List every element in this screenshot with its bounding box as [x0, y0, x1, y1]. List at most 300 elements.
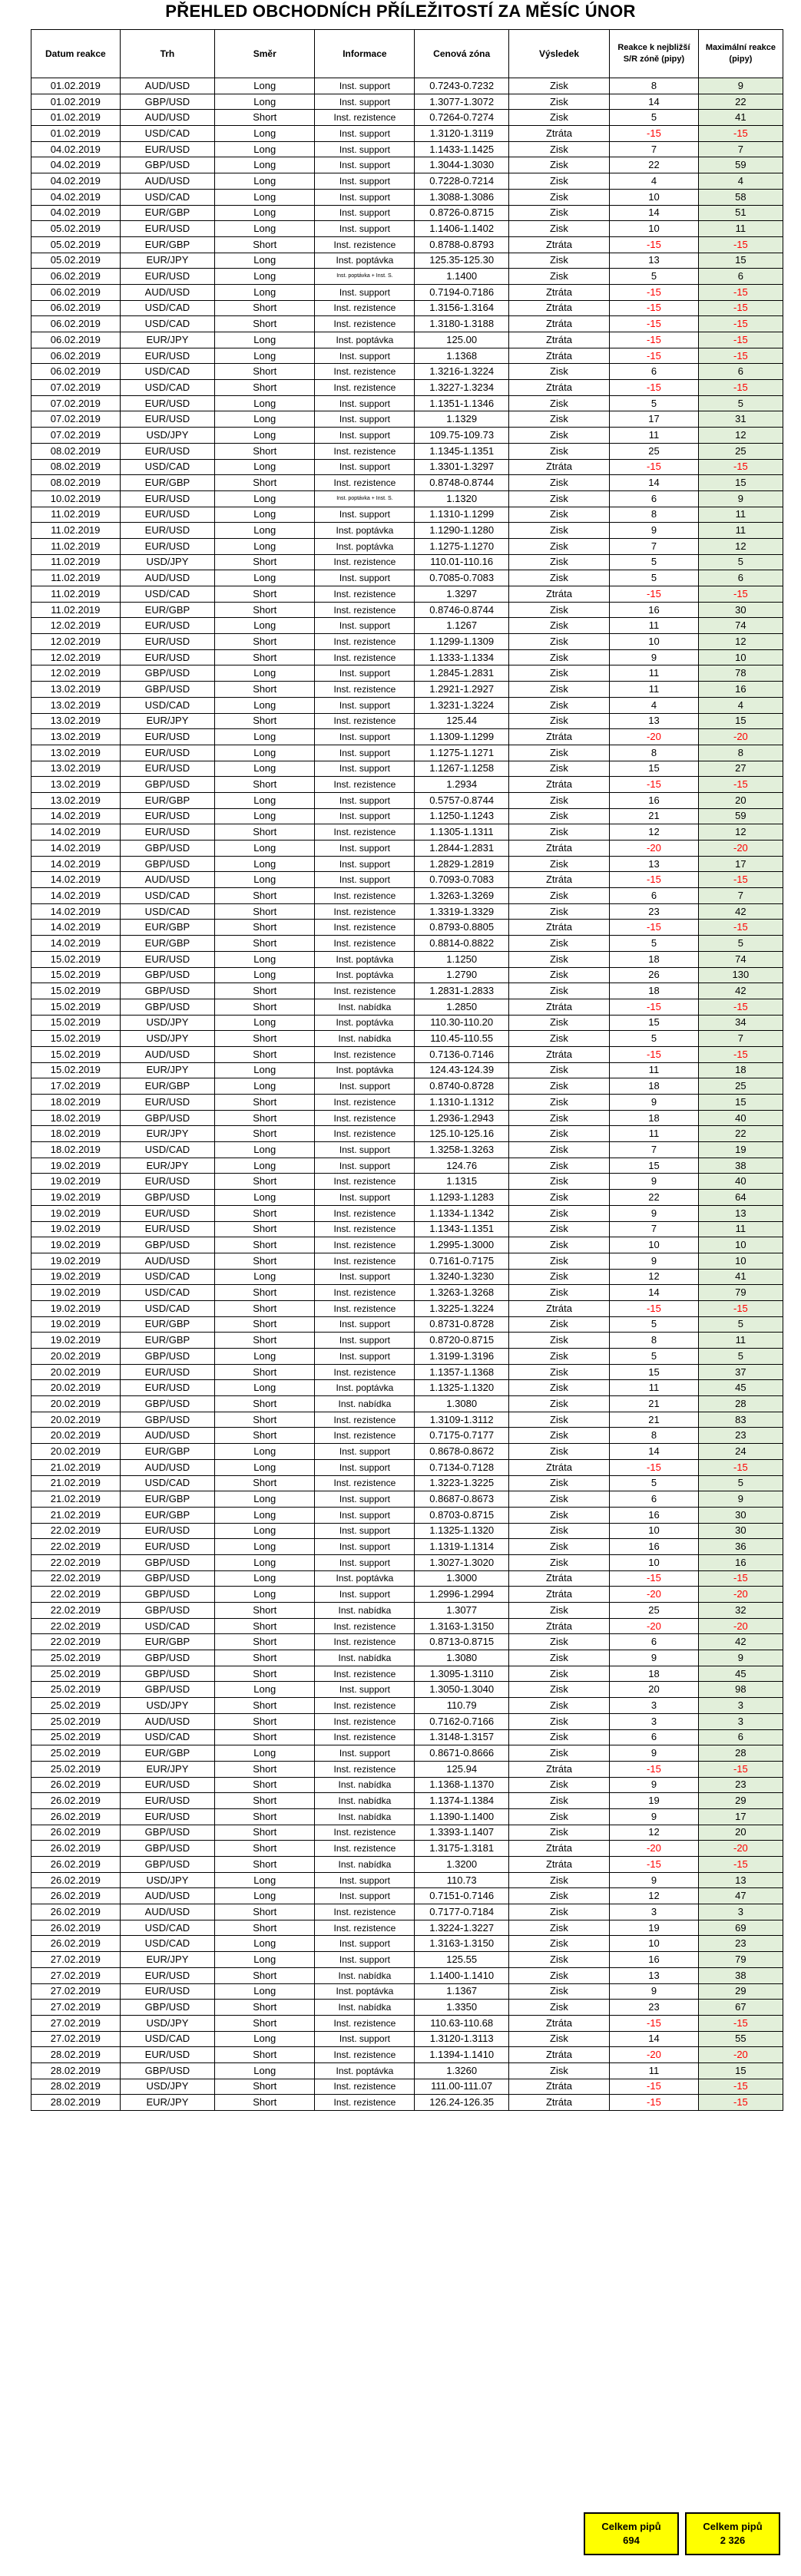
table-row	[31, 284, 783, 300]
cell-date: 13.02.2019	[31, 792, 121, 808]
cell-information: Inst. poptávka	[315, 1570, 415, 1587]
cell-max-reaction: 17	[698, 856, 783, 872]
cell-information: Inst. rezistence	[315, 380, 415, 396]
table-row	[31, 1300, 783, 1316]
cell-result: Ztráta	[508, 2079, 609, 2095]
cell-max-reaction: 34	[698, 1015, 783, 1031]
cell-max-reaction: -15	[698, 1046, 783, 1062]
cell-max-reaction: 38	[698, 1967, 783, 1983]
cell-result: Zisk	[508, 1428, 609, 1444]
cell-price-zone: 1.3156-1.3164	[415, 300, 508, 316]
cell-information: Inst. poptávka	[315, 951, 415, 967]
cell-result: Zisk	[508, 1872, 609, 1888]
cell-direction: Long	[215, 2031, 315, 2047]
cell-date: 06.02.2019	[31, 269, 121, 285]
cell-max-reaction: 3	[698, 1904, 783, 1920]
cell-reaction-nearest: 26	[610, 967, 699, 983]
cell-reaction-nearest: 13	[610, 1967, 699, 1983]
cell-market: EUR/JPY	[120, 332, 214, 348]
cell-reaction-nearest: 3	[610, 1904, 699, 1920]
cell-reaction-nearest: 9	[610, 1205, 699, 1221]
cell-price-zone: 0.8687-0.8673	[415, 1491, 508, 1508]
cell-information: Inst. support	[315, 1158, 415, 1174]
cell-direction: Long	[215, 1078, 315, 1095]
cell-information: Inst. rezistence	[315, 903, 415, 920]
cell-reaction-nearest: -15	[610, 777, 699, 793]
cell-result: Zisk	[508, 1078, 609, 1095]
cell-max-reaction: -15	[698, 348, 783, 364]
cell-result: Zisk	[508, 1396, 609, 1412]
cell-direction: Long	[215, 348, 315, 364]
cell-reaction-nearest: 22	[610, 1190, 699, 1206]
cell-market: AUD/USD	[120, 872, 214, 888]
cell-price-zone: 1.2996-1.2994	[415, 1587, 508, 1603]
cell-date: 27.02.2019	[31, 2031, 121, 2047]
cell-information: Inst. support	[315, 697, 415, 713]
table-row	[31, 1682, 783, 1698]
cell-market: USD/CAD	[120, 380, 214, 396]
cell-date: 14.02.2019	[31, 920, 121, 936]
table-row	[31, 269, 783, 285]
table-row	[31, 1015, 783, 1031]
cell-reaction-nearest: 6	[610, 1634, 699, 1650]
cell-market: EUR/USD	[120, 761, 214, 777]
cell-date: 22.02.2019	[31, 1554, 121, 1570]
cell-direction: Short	[215, 2095, 315, 2111]
cell-max-reaction: 79	[698, 1285, 783, 1301]
cell-date: 14.02.2019	[31, 936, 121, 952]
cell-result: Zisk	[508, 1126, 609, 1142]
cell-price-zone: 0.7264-0.7274	[415, 110, 508, 126]
table-row	[31, 618, 783, 634]
cell-reaction-nearest: 20	[610, 1682, 699, 1698]
cell-max-reaction: 58	[698, 189, 783, 205]
cell-market: EUR/USD	[120, 1380, 214, 1396]
cell-direction: Short	[215, 1095, 315, 1111]
cell-information: Inst. poptávka	[315, 967, 415, 983]
cell-price-zone: 1.1351-1.1346	[415, 395, 508, 411]
cell-market: GBP/USD	[120, 841, 214, 857]
cell-market: EUR/GBP	[120, 1745, 214, 1762]
cell-information: Inst. rezistence	[315, 983, 415, 999]
table-row	[31, 1507, 783, 1523]
cell-price-zone: 1.3175-1.3181	[415, 1841, 508, 1857]
cell-date: 19.02.2019	[31, 1285, 121, 1301]
cell-result: Zisk	[508, 1412, 609, 1428]
cell-market: GBP/USD	[120, 1857, 214, 1873]
cell-date: 25.02.2019	[31, 1729, 121, 1745]
cell-price-zone: 1.1319-1.1314	[415, 1539, 508, 1555]
cell-information: Inst. support	[315, 856, 415, 872]
cell-price-zone: 0.8726-0.8715	[415, 205, 508, 221]
cell-direction: Short	[215, 999, 315, 1015]
cell-price-zone: 1.3199-1.3196	[415, 1349, 508, 1365]
cell-max-reaction: 79	[698, 1952, 783, 1968]
table-row	[31, 682, 783, 698]
cell-direction: Long	[215, 284, 315, 300]
cell-market: USD/JPY	[120, 1698, 214, 1714]
cell-market: EUR/GBP	[120, 1333, 214, 1349]
cell-market: AUD/USD	[120, 1888, 214, 1904]
cell-price-zone: 1.1250	[415, 951, 508, 967]
cell-price-zone: 1.3216-1.3224	[415, 364, 508, 380]
cell-price-zone: 1.3080	[415, 1396, 508, 1412]
cell-date: 08.02.2019	[31, 475, 121, 491]
table-row	[31, 411, 783, 428]
cell-market: EUR/USD	[120, 1221, 214, 1237]
cell-market: EUR/GBP	[120, 920, 214, 936]
cell-information: Inst. rezistence	[315, 554, 415, 570]
cell-max-reaction: 10	[698, 1237, 783, 1253]
cell-result: Zisk	[508, 428, 609, 444]
cell-information: Inst. rezistence	[315, 586, 415, 603]
cell-result: Zisk	[508, 110, 609, 126]
cell-market: EUR/USD	[120, 808, 214, 824]
cell-result: Zisk	[508, 1142, 609, 1158]
cell-information: Inst. poptávka	[315, 332, 415, 348]
cell-market: AUD/USD	[120, 1046, 214, 1062]
cell-result: Ztráta	[508, 1300, 609, 1316]
cell-date: 01.02.2019	[31, 94, 121, 110]
cell-information: Inst. support	[315, 1523, 415, 1539]
table-row	[31, 475, 783, 491]
cell-reaction-nearest: -15	[610, 1761, 699, 1777]
cell-price-zone: 1.1374-1.1384	[415, 1793, 508, 1809]
cell-reaction-nearest: 7	[610, 1142, 699, 1158]
cell-max-reaction: 19	[698, 1142, 783, 1158]
cell-result: Zisk	[508, 903, 609, 920]
cell-market: GBP/USD	[120, 157, 214, 173]
cell-date: 15.02.2019	[31, 951, 121, 967]
cell-date: 11.02.2019	[31, 586, 121, 603]
table-row	[31, 189, 783, 205]
cell-date: 13.02.2019	[31, 713, 121, 729]
cell-max-reaction: 7	[698, 1031, 783, 1047]
cell-reaction-nearest: -15	[610, 586, 699, 603]
cell-result: Zisk	[508, 824, 609, 841]
cell-reaction-nearest: -20	[610, 729, 699, 745]
table-row	[31, 1428, 783, 1444]
cell-market: USD/CAD	[120, 316, 214, 332]
cell-reaction-nearest: -15	[610, 2079, 699, 2095]
cell-max-reaction: 23	[698, 1428, 783, 1444]
cell-market: USD/CAD	[120, 1300, 214, 1316]
table-row	[31, 316, 783, 332]
cell-result: Zisk	[508, 1666, 609, 1682]
cell-information: Inst. poptávka	[315, 2062, 415, 2079]
cell-date: 15.02.2019	[31, 1031, 121, 1047]
cell-date: 18.02.2019	[31, 1126, 121, 1142]
cell-max-reaction: 8	[698, 745, 783, 761]
table-row	[31, 2079, 783, 2095]
cell-direction: Short	[215, 1808, 315, 1825]
cell-direction: Long	[215, 1952, 315, 1968]
cell-date: 14.02.2019	[31, 872, 121, 888]
cell-date: 20.02.2019	[31, 1396, 121, 1412]
cell-information: Inst. support	[315, 570, 415, 586]
cell-date: 25.02.2019	[31, 1761, 121, 1777]
cell-price-zone: 1.2850	[415, 999, 508, 1015]
cell-price-zone: 124.76	[415, 1158, 508, 1174]
cell-reaction-nearest: 5	[610, 1349, 699, 1365]
cell-market: USD/CAD	[120, 189, 214, 205]
cell-information: Inst. support	[315, 1872, 415, 1888]
cell-result: Ztráta	[508, 999, 609, 1015]
table-row	[31, 2047, 783, 2063]
cell-price-zone: 1.1299-1.1309	[415, 634, 508, 650]
cell-result: Zisk	[508, 1888, 609, 1904]
cell-direction: Long	[215, 1015, 315, 1031]
cell-result: Zisk	[508, 1713, 609, 1729]
cell-market: EUR/USD	[120, 490, 214, 507]
cell-result: Zisk	[508, 808, 609, 824]
cell-result: Zisk	[508, 1221, 609, 1237]
cell-date: 20.02.2019	[31, 1412, 121, 1428]
cell-information: Inst. rezistence	[315, 1761, 415, 1777]
cell-direction: Short	[215, 475, 315, 491]
cell-result: Zisk	[508, 682, 609, 698]
cell-max-reaction: 23	[698, 1936, 783, 1952]
cell-reaction-nearest: 18	[610, 1110, 699, 1126]
cell-date: 13.02.2019	[31, 682, 121, 698]
cell-reaction-nearest: 11	[610, 1126, 699, 1142]
cell-date: 13.02.2019	[31, 745, 121, 761]
header-direction: Směr	[215, 30, 315, 78]
table-row	[31, 745, 783, 761]
cell-price-zone: 0.7134-0.7128	[415, 1459, 508, 1475]
cell-market: GBP/USD	[120, 1190, 214, 1206]
cell-market: EUR/JPY	[120, 2095, 214, 2111]
cell-market: USD/CAD	[120, 1142, 214, 1158]
header-max-reaction: Maximální reakce (pipy)	[698, 30, 783, 78]
cell-max-reaction: 16	[698, 682, 783, 698]
cell-direction: Short	[215, 110, 315, 126]
cell-result: Ztráta	[508, 729, 609, 745]
cell-information: Inst. support	[315, 284, 415, 300]
cell-reaction-nearest: -15	[610, 126, 699, 142]
cell-information: Inst. poptávka	[315, 1062, 415, 1078]
cell-information: Inst. rezistence	[315, 2015, 415, 2031]
cell-result: Ztráta	[508, 300, 609, 316]
cell-direction: Short	[215, 1713, 315, 1729]
cell-market: EUR/GBP	[120, 236, 214, 253]
cell-information: Inst. nabídka	[315, 1857, 415, 1873]
cell-date: 14.02.2019	[31, 903, 121, 920]
table-row	[31, 1808, 783, 1825]
cell-date: 19.02.2019	[31, 1221, 121, 1237]
cell-result: Zisk	[508, 1444, 609, 1460]
cell-reaction-nearest: 5	[610, 936, 699, 952]
cell-max-reaction: -15	[698, 2015, 783, 2031]
cell-date: 19.02.2019	[31, 1174, 121, 1190]
cell-direction: Short	[215, 602, 315, 618]
cell-max-reaction: 11	[698, 221, 783, 237]
cell-max-reaction: 30	[698, 1523, 783, 1539]
cell-direction: Short	[215, 983, 315, 999]
cell-result: Zisk	[508, 1777, 609, 1793]
cell-information: Inst. support	[315, 1682, 415, 1698]
cell-date: 19.02.2019	[31, 1269, 121, 1285]
cell-date: 14.02.2019	[31, 824, 121, 841]
cell-max-reaction: 12	[698, 634, 783, 650]
cell-direction: Long	[215, 507, 315, 523]
cell-direction: Short	[215, 1475, 315, 1491]
cell-reaction-nearest: 13	[610, 713, 699, 729]
cell-direction: Short	[215, 1841, 315, 1857]
cell-information: Inst. rezistence	[315, 1253, 415, 1269]
cell-information: Inst. nabídka	[315, 1777, 415, 1793]
cell-direction: Long	[215, 570, 315, 586]
cell-result: Zisk	[508, 1745, 609, 1762]
cell-result: Zisk	[508, 1158, 609, 1174]
cell-max-reaction: -15	[698, 380, 783, 396]
cell-direction: Short	[215, 1698, 315, 1714]
cell-direction: Long	[215, 221, 315, 237]
cell-information: Inst. poptávka	[315, 538, 415, 554]
cell-market: EUR/USD	[120, 443, 214, 459]
table-row	[31, 999, 783, 1015]
cell-max-reaction: 15	[698, 1095, 783, 1111]
table-row	[31, 1158, 783, 1174]
cell-result: Zisk	[508, 1174, 609, 1190]
cell-result: Zisk	[508, 951, 609, 967]
cell-market: AUD/USD	[120, 570, 214, 586]
cell-information: Inst. rezistence	[315, 1920, 415, 1936]
table-row	[31, 1634, 783, 1650]
cell-information: Inst. rezistence	[315, 1221, 415, 1237]
table-row	[31, 1205, 783, 1221]
cell-date: 01.02.2019	[31, 126, 121, 142]
cell-result: Zisk	[508, 792, 609, 808]
cell-market: EUR/USD	[120, 538, 214, 554]
cell-price-zone: 111.00-111.07	[415, 2079, 508, 2095]
cell-price-zone: 126.24-126.35	[415, 2095, 508, 2111]
cell-reaction-nearest: 9	[610, 1983, 699, 2000]
cell-price-zone: 0.7175-0.7177	[415, 1428, 508, 1444]
cell-price-zone: 110.73	[415, 1872, 508, 1888]
table-row	[31, 1380, 783, 1396]
cell-market: USD/CAD	[120, 903, 214, 920]
cell-result: Zisk	[508, 1793, 609, 1809]
cell-price-zone: 1.1368-1.1370	[415, 1777, 508, 1793]
cell-result: Zisk	[508, 936, 609, 952]
cell-result: Zisk	[508, 1698, 609, 1714]
cell-reaction-nearest: 5	[610, 1031, 699, 1047]
cell-date: 19.02.2019	[31, 1158, 121, 1174]
cell-date: 07.02.2019	[31, 428, 121, 444]
cell-result: Zisk	[508, 205, 609, 221]
cell-date: 12.02.2019	[31, 634, 121, 650]
cell-price-zone: 0.7177-0.7184	[415, 1904, 508, 1920]
cell-max-reaction: 15	[698, 475, 783, 491]
table-row	[31, 1936, 783, 1952]
cell-date: 26.02.2019	[31, 1841, 121, 1857]
cell-information: Inst. rezistence	[315, 1428, 415, 1444]
cell-market: USD/CAD	[120, 1920, 214, 1936]
table-row	[31, 443, 783, 459]
cell-price-zone: 1.3088-1.3086	[415, 189, 508, 205]
cell-information: Inst. rezistence	[315, 602, 415, 618]
cell-reaction-nearest: 10	[610, 1554, 699, 1570]
summary-total-nearest-value: 694	[623, 2535, 640, 2546]
cell-result: Ztráta	[508, 1459, 609, 1475]
cell-reaction-nearest: 11	[610, 618, 699, 634]
cell-information: Inst. rezistence	[315, 2079, 415, 2095]
cell-price-zone: 1.3077-1.3072	[415, 94, 508, 110]
cell-price-zone: 110.63-110.68	[415, 2015, 508, 2031]
cell-market: USD/CAD	[120, 1618, 214, 1634]
cell-reaction-nearest: 10	[610, 1523, 699, 1539]
cell-result: Zisk	[508, 1110, 609, 1126]
cell-price-zone: 1.3263-1.3269	[415, 888, 508, 904]
cell-information: Inst. poptávka	[315, 523, 415, 539]
cell-direction: Long	[215, 1523, 315, 1539]
cell-price-zone: 0.8748-0.8744	[415, 475, 508, 491]
cell-reaction-nearest: 5	[610, 1475, 699, 1491]
cell-price-zone: 1.3080	[415, 1650, 508, 1666]
cell-price-zone: 0.7085-0.7083	[415, 570, 508, 586]
table-row	[31, 1618, 783, 1634]
cell-price-zone: 1.1310-1.1312	[415, 1095, 508, 1111]
cell-max-reaction: 12	[698, 824, 783, 841]
cell-max-reaction: 5	[698, 395, 783, 411]
cell-price-zone: 109.75-109.73	[415, 428, 508, 444]
opportunities-table	[31, 29, 783, 2111]
cell-max-reaction: 11	[698, 1333, 783, 1349]
cell-reaction-nearest: -15	[610, 2095, 699, 2111]
cell-max-reaction: -20	[698, 841, 783, 857]
cell-market: EUR/JPY	[120, 1158, 214, 1174]
cell-date: 13.02.2019	[31, 761, 121, 777]
cell-information: Inst. nabídka	[315, 1967, 415, 1983]
table-row	[31, 2015, 783, 2031]
cell-market: EUR/GBP	[120, 792, 214, 808]
cell-price-zone: 1.1433-1.1425	[415, 141, 508, 157]
cell-information: Inst. rezistence	[315, 1904, 415, 1920]
cell-date: 18.02.2019	[31, 1110, 121, 1126]
cell-market: EUR/USD	[120, 1095, 214, 1111]
cell-result: Zisk	[508, 538, 609, 554]
cell-max-reaction: 15	[698, 253, 783, 269]
cell-direction: Long	[215, 872, 315, 888]
header-information: Informace	[315, 30, 415, 78]
cell-market: GBP/USD	[120, 1412, 214, 1428]
cell-max-reaction: 5	[698, 936, 783, 952]
cell-date: 19.02.2019	[31, 1333, 121, 1349]
cell-result: Ztráta	[508, 348, 609, 364]
cell-direction: Short	[215, 1205, 315, 1221]
cell-price-zone: 1.1267-1.1258	[415, 761, 508, 777]
cell-market: USD/CAD	[120, 1285, 214, 1301]
cell-price-zone: 0.8746-0.8744	[415, 602, 508, 618]
table-row	[31, 2031, 783, 2047]
cell-date: 19.02.2019	[31, 1190, 121, 1206]
table-row	[31, 1587, 783, 1603]
cell-date: 22.02.2019	[31, 1634, 121, 1650]
cell-direction: Long	[215, 967, 315, 983]
cell-date: 26.02.2019	[31, 1936, 121, 1952]
cell-max-reaction: 78	[698, 665, 783, 682]
cell-reaction-nearest: 6	[610, 1729, 699, 1745]
cell-reaction-nearest: 15	[610, 1158, 699, 1174]
cell-market: EUR/USD	[120, 1174, 214, 1190]
cell-reaction-nearest: 18	[610, 951, 699, 967]
cell-result: Zisk	[508, 634, 609, 650]
cell-information: Inst. rezistence	[315, 682, 415, 698]
cell-max-reaction: 42	[698, 1634, 783, 1650]
cell-max-reaction: -15	[698, 1761, 783, 1777]
cell-information: Inst. rezistence	[315, 475, 415, 491]
